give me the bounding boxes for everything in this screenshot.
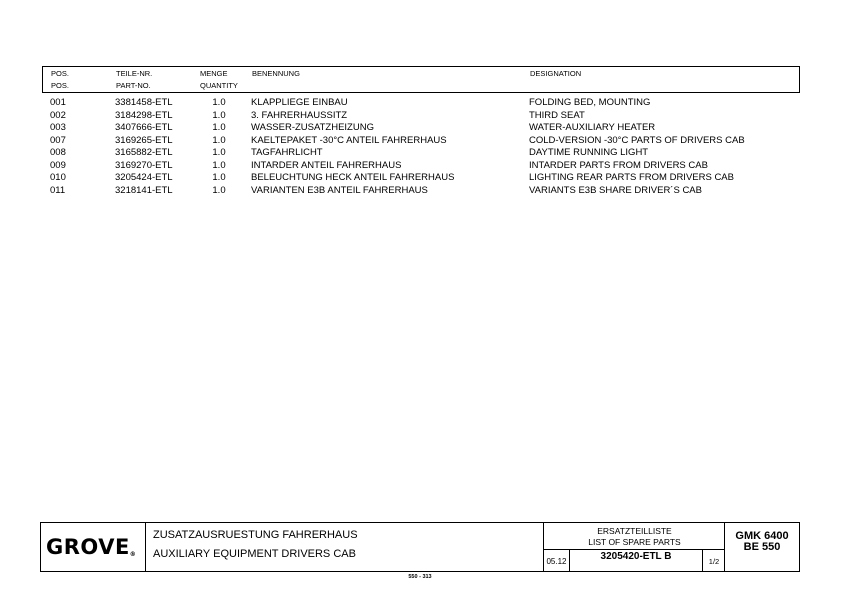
row-pos: 003 xyxy=(50,122,66,133)
row-benennung: KLAPPLIEGE EINBAU xyxy=(251,97,348,108)
row-designation: COLD-VERSION -30°C PARTS OF DRIVERS CAB xyxy=(529,134,745,146)
document-cell xyxy=(544,523,725,571)
row-part-number: 3165882-ETL xyxy=(115,147,173,158)
list-title-english: LIST OF SPARE PARTS xyxy=(588,537,681,547)
row-designation: THIRD SEAT xyxy=(529,109,585,121)
registered-mark: ® xyxy=(129,551,137,558)
page-code: 550 - 313 xyxy=(408,574,432,580)
title-cell xyxy=(146,523,544,571)
table-row xyxy=(42,185,800,198)
model-sub: BE 550 xyxy=(743,541,781,553)
table-row xyxy=(42,147,800,160)
row-designation: INTARDER PARTS FROM DRIVERS CAB xyxy=(529,159,708,171)
header-benennung xyxy=(252,68,300,80)
header-designation-label: DESIGNATION xyxy=(530,69,582,78)
row-benennung: TAGFAHRLICHT xyxy=(251,147,323,158)
header-part-en: PART-NO. xyxy=(116,81,151,90)
title-german: ZUSATZAUSRUESTUNG FAHRERHAUS xyxy=(153,529,358,541)
logo-wordmark: GROVE xyxy=(46,535,130,559)
table-row xyxy=(42,122,800,135)
table-row xyxy=(42,110,800,123)
header-pos-de: POS. xyxy=(51,69,69,78)
model-name: GMK 6400 xyxy=(735,530,789,542)
table-row xyxy=(42,97,800,110)
row-quantity: 1.0 xyxy=(212,159,226,171)
row-benennung: INTARDER ANTEIL FAHRERHAUS xyxy=(251,159,402,171)
row-benennung: 3. FAHRERHAUSSITZ xyxy=(251,109,348,121)
row-benennung: BELEUCHTUNG HECK ANTEIL FAHRERHAUS xyxy=(251,172,455,183)
header-part xyxy=(116,68,152,92)
row-pos: 011 xyxy=(50,184,66,196)
header-benennung-label: BENENNUNG xyxy=(252,69,300,78)
header-qty-en: QUANTITY xyxy=(200,81,238,90)
row-pos: 001 xyxy=(50,97,66,108)
logo-cell xyxy=(41,523,146,571)
row-pos: 007 xyxy=(50,134,66,146)
header-pos-en: POS. xyxy=(51,81,69,90)
row-part-number: 3205424-ETL xyxy=(115,172,173,183)
row-quantity: 1.0 xyxy=(212,147,226,158)
table-row xyxy=(42,172,800,185)
header-qty xyxy=(200,68,238,92)
row-part-number: 3169270-ETL xyxy=(115,159,173,171)
row-pos: 009 xyxy=(50,159,66,171)
row-benennung: WASSER-ZUSATZHEIZUNG xyxy=(251,122,374,133)
model-cell xyxy=(725,523,799,571)
header-pos xyxy=(51,68,69,92)
document-date: 05.12 xyxy=(544,550,570,571)
document-info-bar xyxy=(544,549,725,571)
row-designation: WATER-AUXILIARY HEATER xyxy=(529,122,656,133)
header-part-de: TEILE-NR. xyxy=(116,69,153,78)
column-header-box xyxy=(42,66,800,93)
row-pos: 002 xyxy=(50,109,66,121)
row-designation: DAYTIME RUNNING LIGHT xyxy=(529,147,649,158)
row-pos: 008 xyxy=(50,147,66,158)
header-qty-de: MENGE xyxy=(200,69,228,78)
row-quantity: 1.0 xyxy=(212,122,226,133)
title-english: AUXILIARY EQUIPMENT DRIVERS CAB xyxy=(153,548,356,560)
row-part-number: 3169265-ETL xyxy=(115,134,173,146)
list-title-german: ERSATZTEILLISTE xyxy=(597,526,672,536)
row-designation: FOLDING BED, MOUNTING xyxy=(529,97,651,108)
row-quantity: 1.0 xyxy=(212,109,226,121)
row-quantity: 1.0 xyxy=(212,172,226,183)
parts-table xyxy=(42,97,800,197)
row-benennung: VARIANTEN E3B ANTEIL FAHRERHAUS xyxy=(251,184,428,196)
row-designation: VARIANTS E3B SHARE DRIVER´S CAB xyxy=(529,184,702,196)
page-number: 1/2 xyxy=(708,557,720,566)
row-benennung: KAELTEPAKET -30°C ANTEIL FAHRERHAUS xyxy=(251,134,447,146)
document-number: 3205420-ETL B xyxy=(570,550,703,571)
grove-logo xyxy=(46,535,136,559)
table-row xyxy=(42,135,800,148)
row-quantity: 1.0 xyxy=(212,134,226,146)
row-part-number: 3381458-ETL xyxy=(115,97,173,108)
header-designation xyxy=(530,68,581,80)
row-pos: 010 xyxy=(50,172,66,183)
row-part-number: 3407666-ETL xyxy=(115,122,173,133)
table-row xyxy=(42,160,800,173)
row-designation: LIGHTING REAR PARTS FROM DRIVERS CAB xyxy=(529,172,734,183)
row-part-number: 3218141-ETL xyxy=(115,184,173,196)
row-quantity: 1.0 xyxy=(212,97,226,108)
row-part-number: 3184298-ETL xyxy=(115,109,173,121)
title-block xyxy=(40,522,800,572)
row-quantity: 1.0 xyxy=(212,184,226,196)
